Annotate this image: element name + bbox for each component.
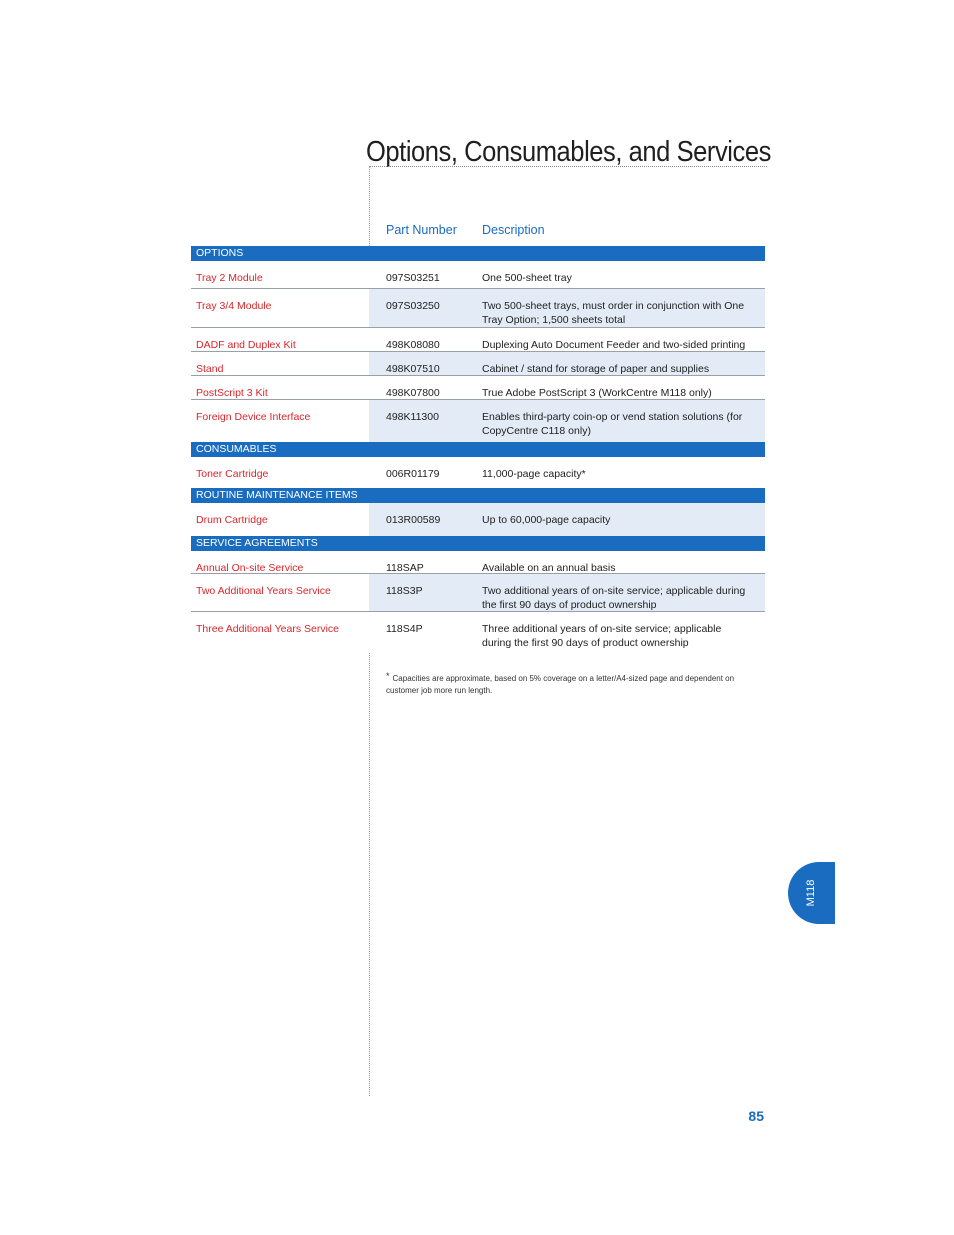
- table-row: [191, 574, 765, 612]
- page-title: Options, Consumables, and Services: [366, 136, 771, 168]
- part-number: 498K11300: [386, 411, 439, 423]
- item-name: DADF and Duplex Kit: [191, 328, 369, 351]
- part-number: 013R00589: [386, 514, 441, 526]
- item-description: Two 500-sheet trays, must order in conjunction with One Tray Option; 1,500 sheets total: [482, 300, 745, 326]
- item-description: True Adobe PostScript 3 (WorkCentre M118 only): [482, 387, 712, 399]
- table-row: [191, 457, 765, 488]
- item-description: One 500-sheet tray: [482, 272, 572, 284]
- part-number: 498K07800: [386, 387, 440, 399]
- item-name: Drum Cartridge: [191, 503, 369, 536]
- column-header-part-number: Part Number: [386, 223, 457, 237]
- footnote-text: Capacities are approximate, based on 5% coverage on a letter/A4-sized page and dependent on customer job more run length.: [386, 674, 735, 695]
- section-header-consumables: CONSUMABLES: [191, 442, 765, 457]
- section-header-options: OPTIONS: [191, 246, 765, 261]
- item-name: Toner Cartridge: [191, 457, 369, 488]
- table-row: [191, 503, 765, 536]
- item-description: 11,000-page capacity*: [482, 468, 586, 480]
- item-description: Available on an annual basis: [482, 562, 616, 574]
- footnote-marker: *: [386, 671, 390, 681]
- part-number: 498K08080: [386, 339, 440, 351]
- table-row: [191, 261, 765, 289]
- section-header-routine-maintenance: ROUTINE MAINTENANCE ITEMS: [191, 488, 765, 503]
- table-row: [191, 352, 765, 376]
- item-name: Annual On-site Service: [191, 551, 369, 573]
- part-number: 006R01179: [386, 468, 440, 480]
- column-header-description: Description: [482, 223, 545, 237]
- part-number: 118SAP: [386, 562, 424, 574]
- item-description: Three additional years of on-site service; applicable during the first 90 days of product ownership: [482, 623, 722, 649]
- item-name: PostScript 3 Kit: [191, 376, 369, 399]
- item-description: Duplexing Auto Document Feeder and two-sided printing: [482, 339, 746, 351]
- part-number: 118S3P: [386, 585, 423, 597]
- side-tab-label: M118: [805, 879, 817, 907]
- section-header-service-agreements: SERVICE AGREEMENTS: [191, 536, 765, 551]
- item-name: Stand: [191, 352, 369, 375]
- options-table: [191, 246, 765, 652]
- table-row: [191, 289, 765, 328]
- table-row: [191, 612, 765, 652]
- table-row: [191, 328, 765, 352]
- item-name: Two Additional Years Service: [191, 574, 369, 611]
- page-number: 85: [748, 1108, 764, 1124]
- part-number: 118S4P: [386, 623, 423, 635]
- item-description: Up to 60,000-page capacity: [482, 514, 611, 526]
- item-description: Enables third-party coin-op or vend station solutions (for CopyCentre C118 only): [482, 411, 743, 437]
- item-name: Foreign Device Interface: [191, 400, 369, 442]
- part-number: 097S03250: [386, 300, 440, 312]
- part-number: 097S03251: [386, 272, 440, 284]
- item-name: Three Additional Years Service: [191, 612, 369, 652]
- item-description: Cabinet / stand for storage of paper and supplies: [482, 363, 710, 375]
- item-name: Tray 3/4 Module: [191, 289, 369, 327]
- table-row: [191, 400, 765, 442]
- table-row: [191, 551, 765, 574]
- item-name: Tray 2 Module: [191, 261, 369, 288]
- table-row: [191, 376, 765, 400]
- footnote: [386, 670, 756, 697]
- part-number: 498K07510: [386, 363, 440, 375]
- item-description: Two additional years of on-site service; applicable during the first 90 days of product ownership: [482, 585, 746, 611]
- title-divider: [369, 166, 767, 167]
